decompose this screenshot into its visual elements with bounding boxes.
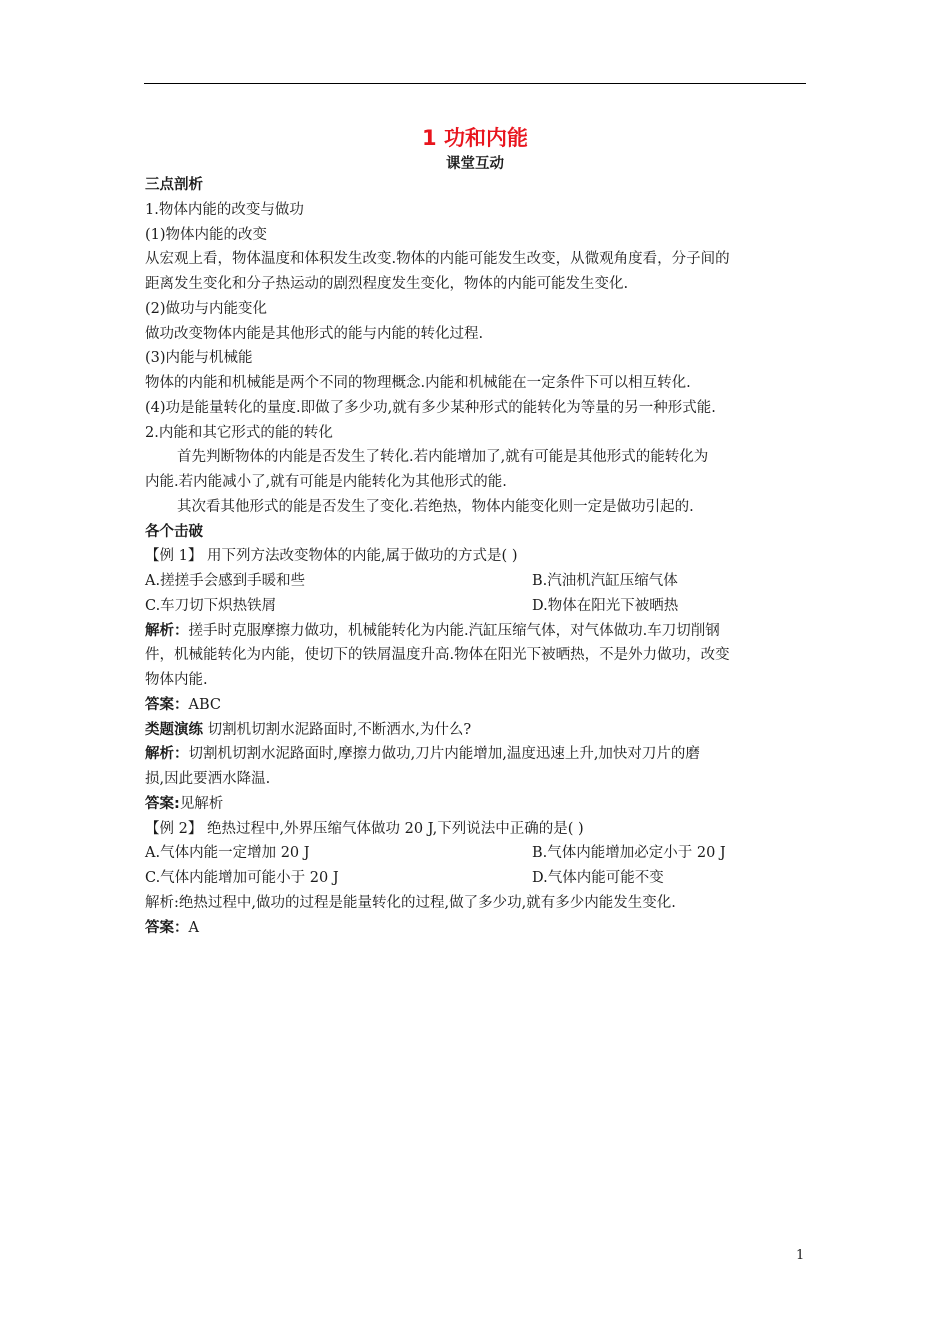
section-heading: 三点剖析	[145, 177, 203, 193]
answer-text: A	[188, 919, 199, 936]
practice-question	[145, 718, 815, 743]
text-line: (3)内能与机械能	[145, 350, 253, 367]
text-line: 做功改变物体内能是其他形式的能与内能的转化过程.	[145, 325, 484, 342]
page-title: 1 功和内能	[422, 126, 528, 150]
text-line: 其次看其他形式的能是否发生了变化.若绝热，物体内能变化则一定是做功引起的.	[177, 498, 694, 515]
page-number: 1	[796, 1248, 805, 1263]
header-rule	[144, 83, 806, 84]
answer-line	[145, 916, 815, 941]
practice-text: 切割机切割水泥路面时,不断洒水,为什么?	[203, 721, 472, 738]
section-heading: 各个击破	[145, 523, 203, 540]
text-line: 首先判断物体的内能是否发生了转化.若内能增加了,就有可能是其他形式的能转化为	[177, 449, 709, 466]
text-line: 物体内能.	[145, 672, 208, 688]
option-d: D.物体在阳光下被晒热	[532, 597, 679, 614]
option-b: B.气体内能增加必定小于 20 J	[532, 845, 726, 862]
text-line: 件，机械能转化为内能，使切下的铁屑温度升高.物体在阳光下被晒热，不是外力做功，改变	[145, 647, 730, 664]
answer-label: 答案：	[145, 919, 189, 936]
analysis-line	[145, 619, 815, 644]
answer-label: 答案：	[145, 696, 189, 713]
option-c: C.车刀切下炽热铁屑	[145, 597, 277, 614]
option-row	[145, 569, 815, 594]
answer-text: ABC	[188, 696, 221, 713]
option-a: A.气体内能一定增加 20 J	[145, 845, 310, 862]
answer-line	[145, 792, 815, 817]
text-line: (1)物体内能的改变	[145, 226, 268, 243]
analysis-text: 搓手时克服摩擦力做功，机械能转化为内能.汽缸压缩气体，对气体做功.车刀切削钢	[188, 622, 720, 639]
analysis-text: 切割机切割水泥路面时,摩擦力做功,刀片内能增加,温度迅速上升,加快对刀片的磨	[188, 746, 700, 763]
text-line: (4)功是能量转化的量度.即做了多少功,就有多少某种形式的能转化为等量的另一种形式能.	[145, 399, 716, 416]
option-b: B.汽油机汽缸压缩气体	[532, 573, 678, 589]
document-body	[145, 173, 815, 940]
option-d: D.气体内能可能不变	[532, 870, 664, 886]
option-row	[145, 594, 815, 619]
example-question: 【例 2】 绝热过程中,外界压缩气体做功 20 J,下列说法中正确的是( )	[145, 820, 584, 837]
option-row	[145, 866, 815, 891]
analysis-line: 解析:绝热过程中,做功的过程是能量转化的过程,做了多少功,就有多少内能发生变化.	[145, 894, 676, 911]
text-line: 物体的内能和机械能是两个不同的物理概念.内能和机械能在一定条件下可以相互转化.	[145, 375, 691, 391]
text-line: 1.物体内能的改变与做功	[145, 201, 304, 218]
option-a: A.搓搓手会感到手暖和些	[145, 573, 306, 589]
answer-line	[145, 693, 815, 718]
analysis-line	[145, 742, 815, 767]
analysis-label: 解析：	[145, 622, 189, 639]
page-subtitle: 课堂互动	[446, 156, 504, 172]
text-line: (2)做功与内能变化	[145, 300, 268, 317]
text-line: 损,因此要洒水降温.	[145, 771, 271, 787]
answer-text: 见解析	[179, 795, 224, 812]
text-line: 2.内能和其它形式的能的转化	[145, 424, 333, 441]
option-row	[145, 841, 815, 866]
analysis-label: 解析：	[145, 746, 189, 763]
answer-label: 答案:	[145, 795, 180, 812]
practice-label: 类题演练	[145, 721, 203, 738]
option-c: C.气体内能增加可能小于 20 J	[145, 870, 339, 886]
text-line: 从宏观上看，物体温度和体积发生改变.物体的内能可能发生改变，从微观角度看，分子间的	[145, 251, 730, 268]
text-line: 内能.若内能减小了,就有可能是内能转化为其他形式的能.	[145, 474, 507, 490]
example-question: 【例 1】 用下列方法改变物体的内能,属于做功的方式是( )	[145, 548, 518, 565]
text-line: 距离发生变化和分子热运动的剧烈程度发生变化，物体的内能可能发生变化.	[145, 276, 629, 292]
